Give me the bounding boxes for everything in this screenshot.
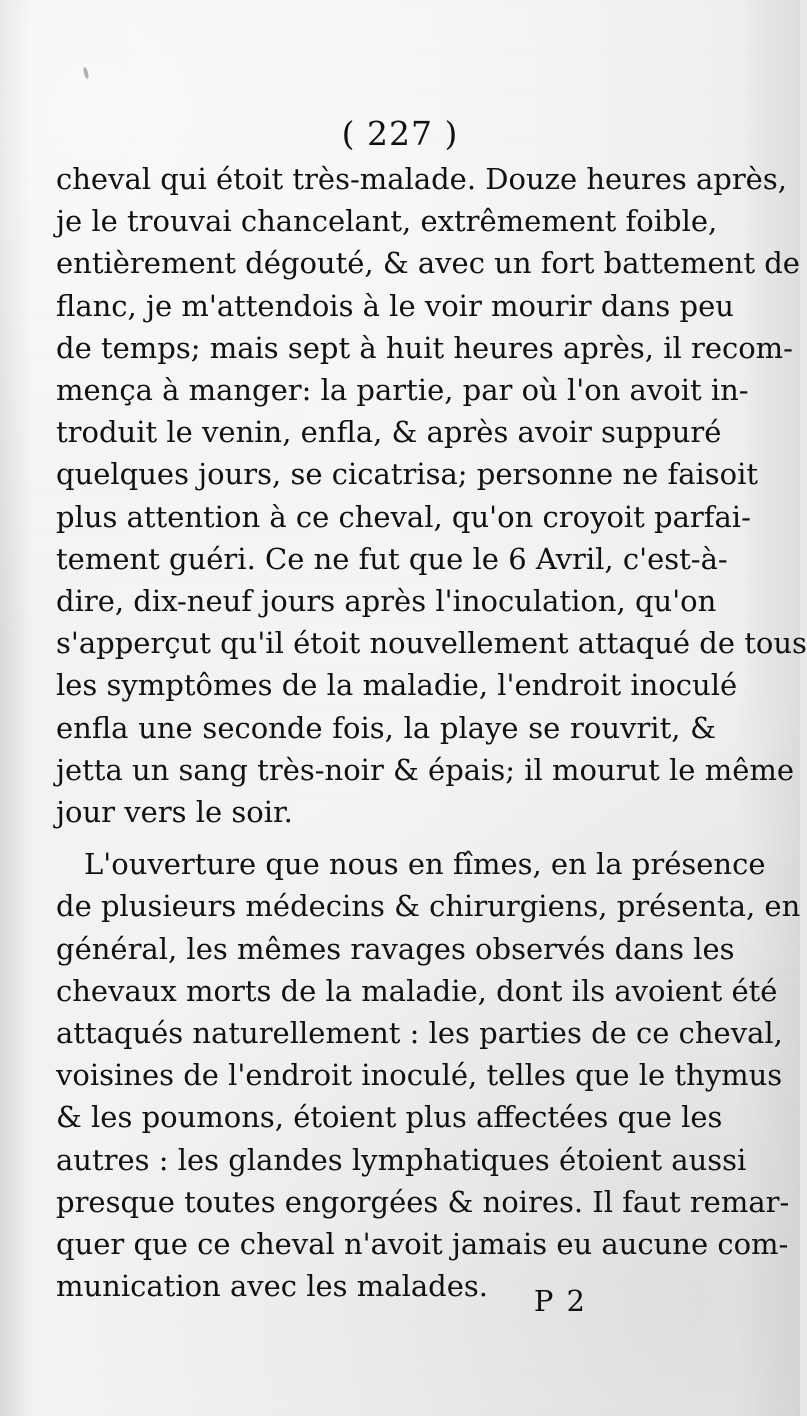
text-line: jour vers le soir. (56, 795, 293, 830)
text-line: enfla une seconde fois, la playe se rouvrit, & (56, 710, 716, 745)
text-line: dire, dix-neuf jours après l'inoculation, qu'on (56, 584, 717, 619)
text-line: mença à manger: la partie, par où l'on avoit in- (56, 373, 749, 408)
text-line: quer que ce cheval n'avoit jamais eu aucune com- (56, 1227, 789, 1262)
text-line: troduit le venin, enfla, & après avoir suppuré (56, 415, 722, 450)
paragraph-1 (56, 158, 807, 833)
main-text (56, 158, 807, 1307)
text-line: chevaux morts de la maladie, dont ils avoient été (56, 973, 778, 1008)
text-line: attaqués naturellement : les parties de ce cheval, (56, 1016, 783, 1051)
page-number: ( 227 ) (341, 114, 459, 153)
text-line: voisines de l'endroit inoculé, telles que le thymus (56, 1058, 783, 1093)
text-line: je le trouvai chancelant, extrêmement foible, (56, 204, 718, 239)
printer-signature: P 2 (533, 1284, 587, 1318)
text-line: tement guéri. Ce ne fut que le 6 Avril, c'est-à- (56, 541, 728, 576)
text-line: quelques jours, se cicatrisa; personne ne faisoit (56, 457, 759, 492)
text-line: jetta un sang très-noir & épais; il mourut le même (56, 752, 795, 787)
text-line: autres : les glandes lymphatiques étoient aussi (56, 1142, 747, 1177)
text-line: entièrement dégouté, & avec un fort battement de (56, 246, 800, 281)
text-line: presque toutes engorgées & noires. Il faut remar- (56, 1184, 790, 1219)
text-line: & les poumons, étoient plus affectées que les (56, 1100, 723, 1135)
text-line: de plusieurs médecins & chirurgiens, présenta, en (56, 889, 801, 924)
text-line: flanc, je m'attendois à le voir mourir dans peu (56, 288, 734, 323)
text-line: L'ouverture que nous en fîmes, en la présence (84, 847, 766, 882)
paragraph-gap (56, 833, 716, 843)
text-line: général, les mêmes ravages observés dans les (56, 931, 735, 966)
text-line: munication avec les malades. (56, 1269, 488, 1304)
text-line: s'apperçut qu'il étoit nouvellement attaqué de tous (56, 626, 807, 661)
text-line: de temps; mais sept à huit heures après, il recom- (56, 330, 793, 365)
text-line: plus attention à ce cheval, qu'on croyoit parfai- (56, 499, 751, 534)
ink-mark (83, 67, 90, 80)
text-line: cheval qui étoit très-malade. Douze heures après, (56, 162, 787, 196)
paragraph-2 (56, 843, 801, 1307)
text-line: les symptômes de la maladie, l'endroit inoculé (56, 668, 738, 703)
